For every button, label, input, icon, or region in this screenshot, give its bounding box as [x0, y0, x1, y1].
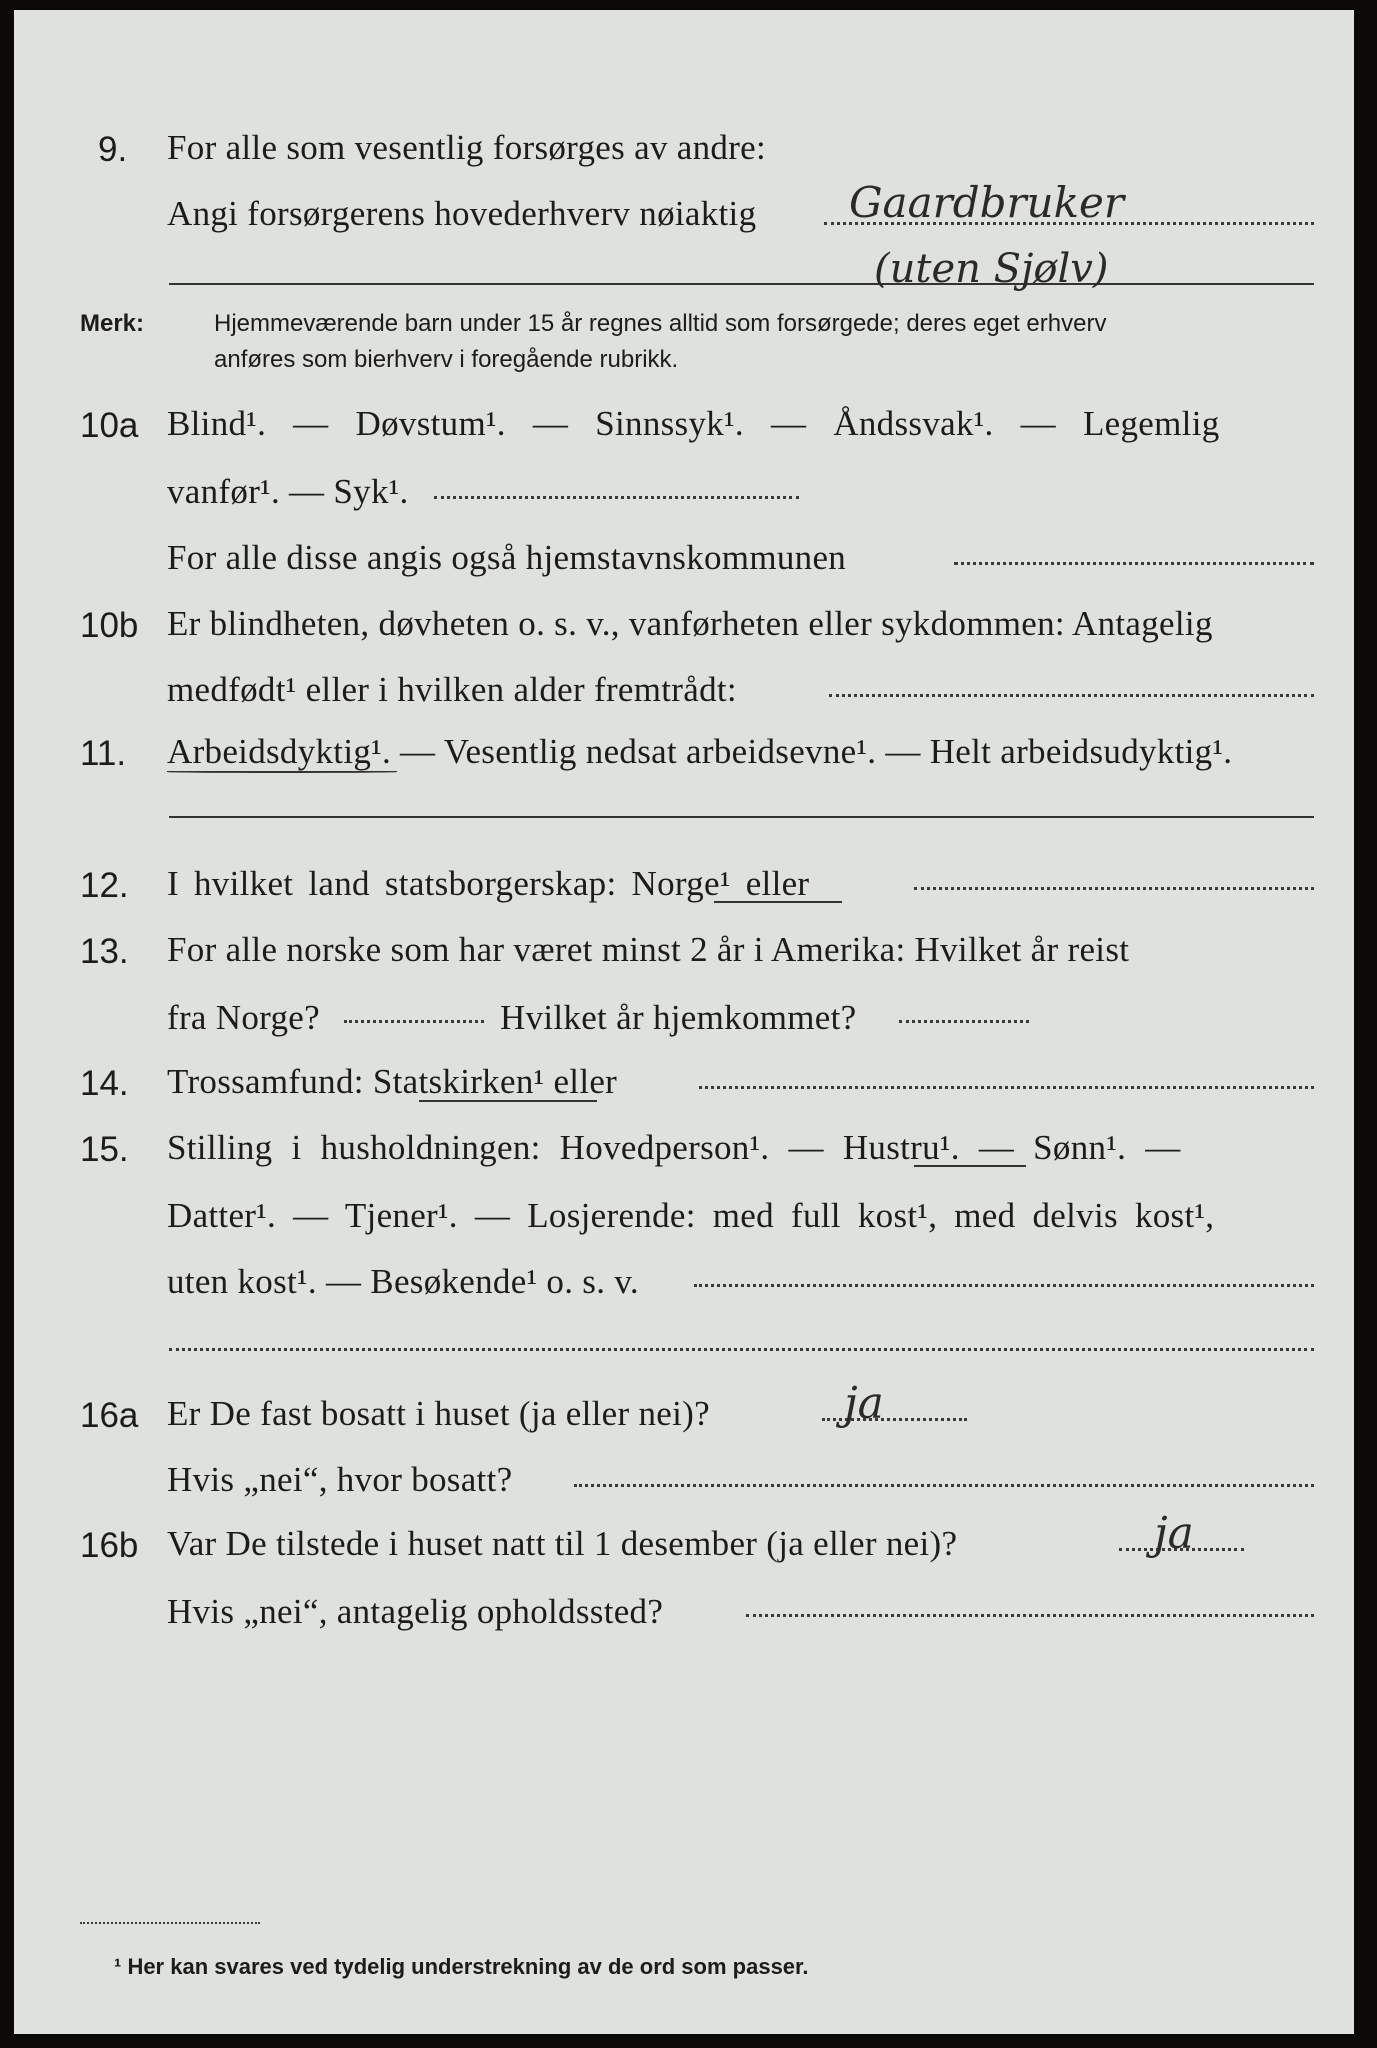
merk-line1: Hjemmeværende barn under 15 år regnes alltid som forsørgede; deres eget erhverv	[214, 310, 1107, 337]
q15-underline-hustru	[914, 1165, 1026, 1167]
q15-line1: Stilling i husholdningen: Hovedperson¹. — Hustru¹. — Sønn¹. —	[167, 1128, 1181, 1167]
q10a-line2: vanfør¹. — Syk¹.	[167, 472, 409, 511]
q11-number: 11.	[80, 734, 127, 773]
footnote-divider	[80, 1922, 260, 1924]
q13-hjemkommet-line	[899, 1020, 1029, 1023]
q12-answer-line	[914, 887, 1314, 890]
q12-line1: I hvilket land statsborgerskap: Norge¹ eller	[167, 864, 810, 903]
q16a-bosatt-line	[574, 1484, 1314, 1487]
q16a-number: 16a	[80, 1396, 139, 1435]
q12-underline-norge	[714, 901, 842, 903]
q15-line2: Datter¹. — Tjener¹. — Losjerende: med full kost¹, med delvis kost¹,	[167, 1196, 1215, 1235]
q9-line1: For alle som vesentlig forsørges av andre:	[167, 128, 767, 167]
q10a-line3: For alle disse angis også hjemstavnskommunen	[167, 538, 847, 577]
q15-answer-line-2	[169, 1348, 1314, 1351]
q15-line3: uten kost¹. — Besøkende¹ o. s. v.	[167, 1262, 639, 1301]
q10b-line1: Er blindheten, døvheten o. s. v., vanførheten eller sykdommen: Antagelig	[167, 604, 1213, 643]
q10b-line2: medfødt¹ eller i hvilken alder fremtrådt:	[167, 670, 737, 709]
q11-underline-arbeidsdyktig	[167, 771, 397, 773]
q9-number: 9.	[98, 130, 128, 169]
q16b-opholdssted-line	[746, 1614, 1314, 1617]
q10b-answer-line	[829, 694, 1314, 697]
q16b-answer: ja	[1154, 1508, 1194, 1559]
q14-number: 14.	[80, 1064, 129, 1103]
q12-number: 12.	[80, 866, 129, 905]
q14-answer-line	[699, 1086, 1314, 1089]
q10a-syk-line	[434, 496, 799, 499]
q9-answer-note: (uten Sjølv)	[874, 246, 1109, 292]
q16b-line2: Hvis „nei“, antagelig opholdssted?	[167, 1592, 664, 1631]
q15-answer-line	[694, 1284, 1314, 1287]
q13-line2: fra Norge?	[167, 998, 320, 1037]
q10a-line1: Blind¹. — Døvstum¹. — Sinnssyk¹. — Åndssvak¹. — Legemlig	[167, 404, 1220, 443]
q13-reist-line	[344, 1020, 484, 1023]
merk-label: Merk:	[80, 310, 145, 337]
q16a-answer: ja	[844, 1378, 884, 1429]
q10a-number: 10a	[80, 406, 139, 445]
merk-line2: anføres som bierhverv i foregående rubrikk.	[214, 346, 679, 373]
q16b-line1: Var De tilstede i huset natt til 1 desember (ja eller nei)?	[167, 1524, 958, 1563]
q9-answer-occupation: Gaardbruker	[849, 178, 1124, 227]
q10b-number: 10b	[80, 606, 139, 645]
q16a-line2: Hvis „nei“, hvor bosatt?	[167, 1460, 513, 1499]
q11-line1: Arbeidsdyktig¹. — Vesentlig nedsat arbeidsevne¹. — Helt arbeidsudyktig¹.	[167, 732, 1233, 771]
q16b-number: 16b	[80, 1526, 139, 1565]
footnote: ¹ Her kan svares ved tydelig understrekning av de ord som passer.	[114, 1954, 809, 1979]
q13-line1: For alle norske som har været minst 2 år i Amerika: Hvilket år reist	[167, 930, 1130, 969]
q15-number: 15.	[80, 1130, 129, 1169]
q13-line2b: Hvilket år hjemkommet?	[500, 998, 857, 1037]
q14-line1: Trossamfund: Statskirken¹ eller	[167, 1062, 618, 1101]
q11-answer-line	[169, 816, 1314, 818]
q10a-kommune-line	[954, 562, 1314, 565]
q16a-line1: Er De fast bosatt i huset (ja eller nei)?	[167, 1394, 710, 1433]
q13-number: 13.	[80, 932, 129, 971]
q9-answer-line-2	[169, 283, 1314, 285]
census-form-page	[14, 10, 1354, 2034]
q14-underline-statskirken	[419, 1100, 597, 1102]
q9-line2: Angi forsørgerens hovederhverv nøiaktig	[167, 194, 757, 233]
